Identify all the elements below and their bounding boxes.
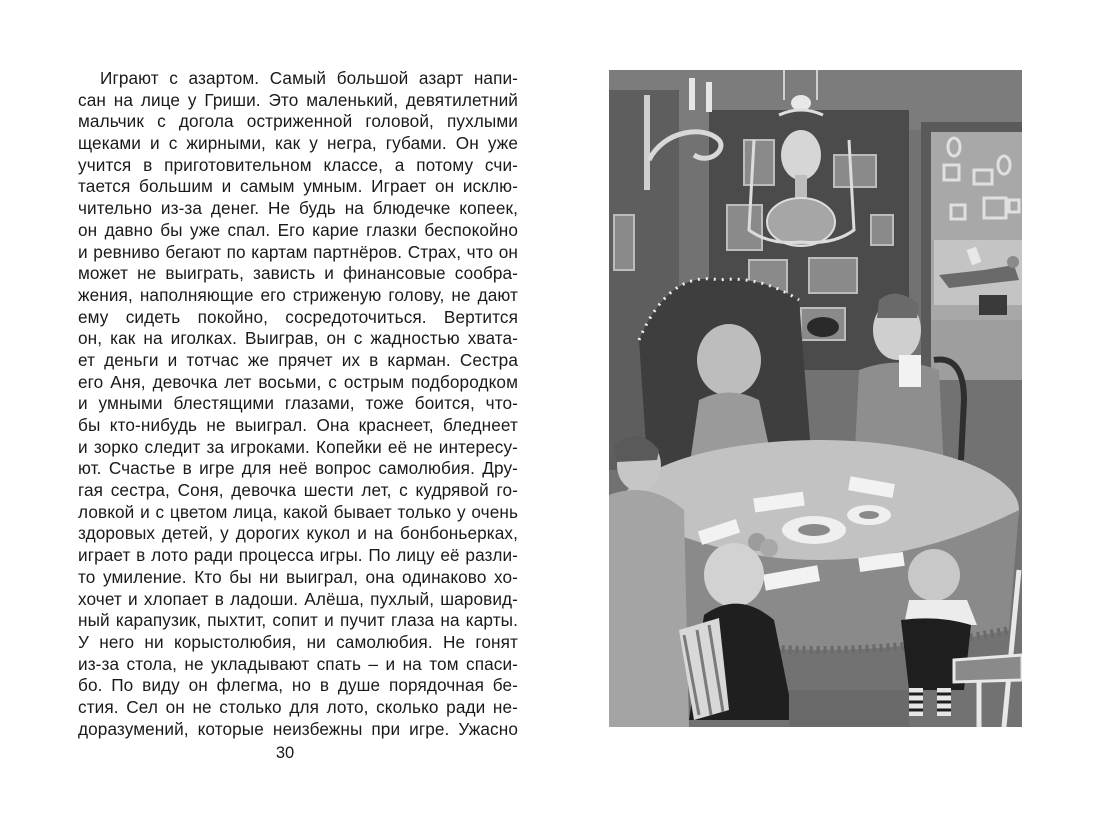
text-line: гая сестра, Соня, девочка шести лет, с кудрявой го- [78,480,518,501]
text-line: ловкой и с цветом лица, какой бывает только у очень [78,501,518,522]
text-page [78,68,518,740]
text-line: играет в лото ради процесса игры. По лицу её разли- [78,545,518,566]
text-line: ный карапузик, пыхтит, сопит и пучит глаза на карты. [78,610,518,631]
text-line: жения, наполняющие его стриженую голову, не дают [78,284,518,305]
text-line: то умиление. Кто бы ни выиграл, она одинаково хо- [78,566,518,587]
text-line: хочет и хлопает в ладоши. Алёша, пухлый, шаровид- [78,588,518,609]
text-line: ет деньги и тотчас же прячет их в карман. Сестра [78,349,518,370]
page-number: 30 [275,744,295,762]
text-line: ют. Счастье в игре для неё вопрос самолюбия. Дру- [78,458,518,479]
text-line: доразумений, которые неизбежны при игре. Ужасно [78,718,518,739]
text-line: Играют с азартом. Самый большой азарт напи- [100,68,518,88]
text-line: мальчик с догола остриженной головой, пухлыми [78,111,518,132]
text-line: щеками и с жирными, как у негра, губами. Он уже [78,133,518,154]
text-line: стия. Сел он не столько для лото, сколько ради не- [78,696,518,717]
text-line: может не выиграть, зависть и финансовые сообра- [78,263,518,284]
text-line: чительно из-за денег. Не будь на блюдечке копеек, [78,198,518,219]
text-line: бо. По виду он флегма, но в душе порядочная бе- [78,675,518,696]
text-line: бы кто-нибудь не выиграл. Она краснеет, бледнеет [78,415,518,435]
text-line: тается большим и самым умным. Играет он исклю- [78,176,518,197]
text-line: и умными блестящими глазами, тоже боится, что- [78,393,518,414]
text-line: он, как на иголках. Выиграв, он с жадностью хвата- [78,328,518,349]
illustration-lotto-scene [609,70,1022,727]
text-line: он давно бы уже спал. Его карие глазки беспокойно [78,219,518,240]
text-line: ему сидеть покойно, сосредоточиться. Вертится [78,306,518,327]
text-line: из-за стола, не укладывают спать – и на том спаси- [78,653,518,674]
text-line: и ревниво бегают по картам партнёров. Страх, что он [78,241,518,262]
text-line: сан на лице у Гриши. Это маленький, девятилетний [78,89,518,110]
text-line: здоровых детей, у дорогих кукол и на бонбоньерках, [78,523,518,544]
lotto-painting [609,70,1022,727]
text-line: его Аня, девочка лет восьми, с острым подбородком [78,371,518,392]
text-line: У него ни корыстолюбия, ни самолюбия. Не гонят [78,631,518,652]
text-line: и зорко следит за игроками. Копейки её не интересу- [78,436,518,457]
text-line: учится в приготовительном классе, а потому счи- [78,154,518,175]
